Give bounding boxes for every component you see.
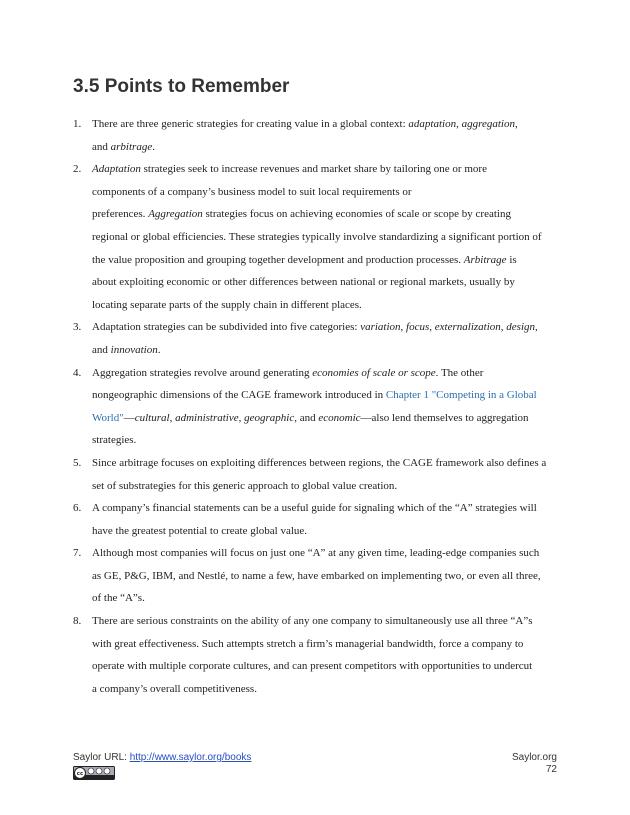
text-run: , [535, 321, 538, 334]
point-item [73, 316, 573, 361]
text-run: Adaptation strategies can be subdivided into five categories: [92, 321, 361, 334]
text-run: preferences. [92, 208, 149, 221]
text-run: . [157, 343, 161, 356]
italic-term: aggregation [461, 118, 515, 130]
text-run: Aggregation strategies revolve around generating [92, 366, 313, 379]
italic-term: focus [406, 321, 430, 334]
text-run: There are three generic strategies for creating value in a global context: [92, 118, 409, 130]
text-run: of the “A”s. [92, 592, 145, 605]
text-run: strategies. [92, 434, 137, 447]
svg-text:cc: cc [76, 771, 84, 777]
point-item [73, 158, 573, 316]
text-run: . The other [435, 366, 484, 379]
italic-term: economies of scale or scope [312, 366, 436, 379]
point-item [73, 610, 573, 700]
point-text [92, 547, 541, 604]
chapter-link[interactable]: World" [92, 411, 124, 424]
text-run: , [169, 411, 176, 424]
text-run: the value proposition and grouping together development and production processes. [92, 253, 464, 266]
text-run: , [514, 118, 518, 130]
text-run: set of substrategies for this generic approach to global value creation. [92, 479, 398, 492]
text-run: and [92, 343, 111, 356]
page-title: 3.5 Points to Remember [73, 76, 290, 97]
italic-term: externalization [434, 321, 501, 334]
text-run: locating separate parts of the supply chain in different places. [92, 298, 362, 311]
point-text [92, 457, 546, 492]
point-text [92, 163, 542, 311]
footer-site-name: Saylor.org [511, 752, 557, 763]
text-run: —also lend themselves to aggregation [360, 411, 529, 424]
italic-term: variation [360, 321, 401, 334]
point-number: 7. [73, 547, 82, 560]
point-item [73, 362, 573, 452]
point-number: 6. [73, 502, 82, 515]
text-run: is [506, 253, 517, 266]
text-run: , [238, 411, 245, 424]
point-item [73, 452, 573, 497]
point-text [92, 367, 537, 447]
point-item [73, 113, 573, 158]
text-run: strategies seek to increase revenues and market share by tailoring one or more [140, 163, 487, 176]
point-number: 3. [73, 321, 82, 334]
text-run: , [429, 321, 435, 334]
point-item [73, 497, 573, 542]
text-run: components of a company’s business model to suit local requirements or [92, 185, 412, 198]
text-run: have the greatest potential to create global value. [92, 524, 308, 537]
point-text [92, 502, 537, 537]
point-number: 1. [73, 118, 82, 130]
italic-term: cultural [134, 411, 170, 424]
italic-term: design [506, 321, 536, 334]
footer-url-line [73, 752, 251, 763]
text-run: , [500, 321, 507, 334]
text-run: , and [294, 411, 319, 424]
point-text [92, 321, 538, 356]
point-text [92, 615, 532, 695]
italic-term: innovation [110, 343, 158, 356]
text-run: operate with multiple corporate cultures, and can present competitors with opportunities to undercut [92, 660, 533, 673]
chapter-link[interactable]: Chapter 1 "Competing in a Global [385, 389, 537, 402]
text-run: about exploiting economic or other differences between national or regional markets, usually by [92, 276, 515, 289]
text-run: There are serious constraints on the ability of any one company to simultaneously use all three “A”s [92, 615, 533, 628]
points-list [73, 113, 573, 700]
italic-term: arbitrage [110, 140, 153, 153]
text-run: strategies focus on achieving economies of scale or scope by creating [202, 208, 511, 221]
text-run: regional or global efficiencies. These strategies typically involve standardizing a significant portion of [92, 230, 542, 243]
italic-term: adaptation [408, 118, 457, 130]
footer-right-block [512, 752, 557, 776]
text-run: as GE, P&G, IBM, and Nestlé, to name a few, have embarked on implementing two, or even all three, [92, 569, 541, 582]
italic-term: Arbitrage [463, 253, 507, 266]
creative-commons-by-nc-sa-icon [73, 766, 115, 780]
italic-term: Adaptation [92, 163, 141, 176]
italic-term: Aggregation [148, 208, 203, 221]
italic-term: geographic [244, 411, 295, 424]
text-run: a company’s overall competitiveness. [92, 682, 257, 695]
point-number: 4. [73, 366, 82, 379]
point-number: 5. [73, 456, 82, 469]
text-run: nongeographic dimensions of the CAGE framework introduced in [92, 389, 386, 402]
text-run: Since arbitrage focuses on exploiting differences between regions, the CAGE framework also defines a [92, 456, 547, 469]
point-number: 2. [73, 163, 82, 176]
text-run: and [92, 140, 111, 153]
text-run: Although most companies will focus on just one “A” at any given time, leading-edge companies such [92, 547, 540, 560]
text-run: , [456, 118, 462, 130]
text-run: — [123, 411, 135, 424]
text-run: . [152, 140, 155, 153]
text-run: , [400, 321, 407, 334]
footer-url-label: Saylor URL: [73, 752, 130, 763]
italic-term: administrative [175, 411, 239, 424]
footer-page-number: 72 [545, 764, 557, 775]
italic-term: economic [318, 411, 361, 424]
footer-url-link[interactable]: http://www.saylor.org/books [129, 752, 252, 763]
point-number: 8. [73, 615, 82, 628]
text-run: with great effectiveness. Such attempts stretch a firm’s managerial bandwidth, force a company to [92, 637, 524, 650]
point-item [73, 542, 573, 610]
text-run: A company’s financial statements can be a useful guide for signaling which of the “A” strategies will [92, 502, 537, 515]
point-text [92, 118, 518, 153]
